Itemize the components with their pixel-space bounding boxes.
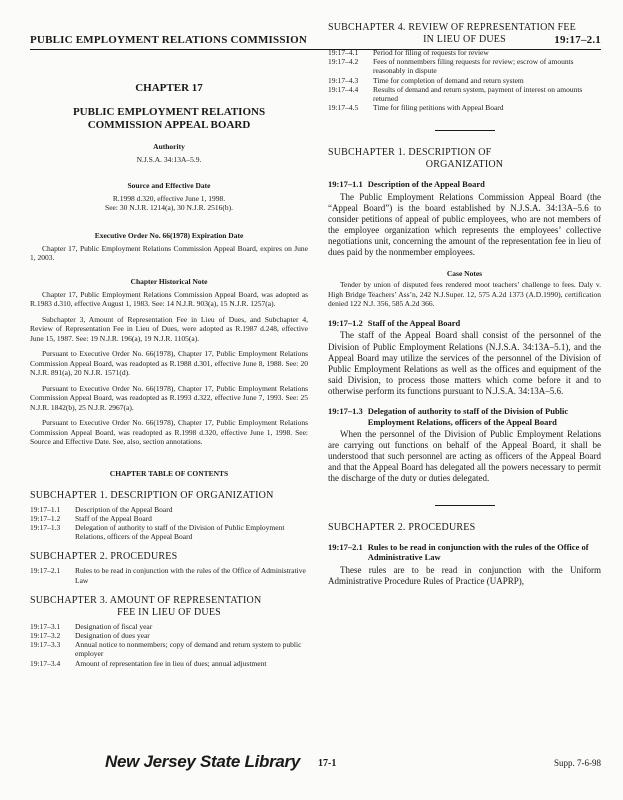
subchapter1-heading-line2: ORGANIZATION	[425, 159, 504, 171]
historical-note-p2: Subchapter 3, Amount of Representation Fee in Lieu of Dues, and Subchapter 4, Review of Representation Fee in Lieu of Dues, were adopted as R.1987 d.248, effective June 15, 1987. See: 19 N.J.R. 196(a), 19 N.J.R. 1105(a).	[30, 314, 308, 343]
chapter-title-line2: COMMISSION APPEAL BOARD	[87, 119, 251, 131]
toc-subchapter2-heading: SUBCHAPTER 2. PROCEDURES	[30, 551, 178, 563]
toc-item-number: 19:17–3.2	[30, 630, 61, 640]
toc-subchapter1-heading: SUBCHAPTER 1. DESCRIPTION OF ORGANIZATION	[30, 489, 274, 501]
toc-item-number: 19:17–3.3	[30, 640, 61, 650]
chapter-number: CHAPTER 17	[135, 82, 203, 94]
section-title: Description of the Appeal Board	[367, 179, 485, 190]
right-column	[328, 22, 601, 587]
toc-subchapter3-list	[30, 622, 308, 668]
section-1-1-text: The Public Employment Relations Commission Appeal Board (the “Appeal Board”) is the board established by N.J.S.A. 34:13A–5.6 to consider petitions of appeal of public employees, who are not members of the employee organization which represents the employees’ collective negotiations unit, concerning the amount of the representation fee in lieu of dues paid by the nonmember employees.	[328, 191, 601, 258]
toc-subchapter4-heading	[328, 22, 601, 46]
historical-note-p1: Chapter 17, Public Employment Relations Commission Appeal Board, was adopted as R.1983 d.310, effective August 1, 1983. See: 14 N.J.R. 903(a), 15 N.J.R. 1257(a).	[30, 289, 308, 308]
toc-item-text: Staff of the Appeal Board	[75, 513, 152, 523]
toc-item	[30, 505, 308, 514]
section-number: 19:17–2.1	[328, 541, 363, 552]
section-2-1-heading	[328, 542, 601, 563]
authority-text: N.J.S.A. 34:13A–5.9.	[136, 155, 202, 164]
toc-item-text: Time for filing petitions with Appeal Board	[373, 103, 504, 113]
toc-item	[30, 631, 308, 640]
toc-item	[30, 659, 308, 668]
supplement-date: Supp. 7-6-98	[554, 758, 601, 768]
section-divider	[435, 130, 495, 131]
toc-item-text: Results of demand and return system, payment of interest on amounts returned	[373, 84, 583, 104]
toc-item	[30, 640, 308, 658]
toc-item	[328, 76, 601, 85]
chapter-title-line1: PUBLIC EMPLOYMENT RELATIONS	[72, 106, 266, 118]
toc-item	[328, 85, 601, 103]
section-divider	[435, 505, 495, 506]
subchapter1-heading-line1: SUBCHAPTER 1. DESCRIPTION OF	[328, 147, 492, 159]
header-section-number: 19:17–2.1	[554, 34, 601, 46]
toc-item-text: Fees of nonmembers filing requests for review; escrow of amounts reasonably in dispute	[373, 57, 574, 76]
section-title: Staff of the Appeal Board	[367, 317, 461, 328]
toc-item-number: 19:17–1.3	[30, 522, 61, 532]
section-title: Rules to be read in conjunction with the rules of the Office of Administrative Law	[367, 541, 589, 563]
toc-item-text: Amount of representation fee in lieu of dues; annual adjustment	[75, 658, 267, 668]
subchapter2-heading: SUBCHAPTER 2. PROCEDURES	[328, 521, 476, 533]
toc-subchapter2-list	[30, 566, 308, 584]
historical-note-p5: Pursuant to Executive Order No. 66(1978), Chapter 17, Public Employment Relations Commission Appeal Board, was readopted as R.1998 d.320, effective June 1, 1998. See: Source and Effective Date. See, also, section annotations.	[30, 418, 308, 446]
left-column	[30, 60, 308, 668]
toc-item-text: Annual notice to nonmembers; copy of demand and return system to public employer	[75, 640, 302, 659]
section-number: 19:17–1.2	[328, 317, 363, 328]
toc-item	[328, 48, 601, 57]
source-line2: See: 30 N.J.R. 1214(a), 30 N.J.R. 2516(b).	[105, 203, 233, 212]
historical-note-p3: Pursuant to Executive Order No. 66(1978), Chapter 17, Public Employment Relations Commission Appeal Board, was readopted as R.1988 d.301, effective June 8, 1988. See: 20 N.J.R. 891(a), 20 N.J.R. 1571(d).	[30, 349, 308, 377]
section-1-2-text: The staff of the Appeal Board shall consist of the personnel of the Division of Public Employment Relations (N.J.S.A. 34:13A–5.1), and the Appeal Board may utilize the services of the personnel of the Division of Public Employment Relations as well as the offices and equipment of the said Division, to process those matters which come before it and to otherwise perform its functions pursuant to N.J.S.A. 34:13A–5.6.	[328, 330, 601, 396]
toc-item	[30, 566, 308, 584]
toc-heading: CHAPTER TABLE OF CONTENTS	[109, 468, 229, 478]
toc-item-number: 19:17–1.2	[30, 513, 61, 523]
executive-order-heading: Executive Order No. 66(1978) Expiration Date	[94, 230, 244, 240]
toc-item-number: 19:17–4.4	[328, 84, 359, 94]
toc-item-number: 19:17–4.2	[328, 57, 359, 67]
chapter-title	[30, 106, 308, 132]
toc-subchapter3-heading	[30, 595, 308, 619]
section-title: Delegation of authority to staff of the Division of Public Employment Relations, officers of the Appeal Board	[367, 406, 569, 427]
toc-item-text: Designation of dues year	[75, 630, 150, 640]
toc-subchapter4-list	[328, 48, 601, 112]
page-footer	[30, 752, 601, 782]
toc-subchapter1-list	[30, 505, 308, 542]
toc-item-number: 19:17–1.1	[30, 504, 61, 514]
section-2-1-text: These rules are to be read in conjunction with the Uniform Administrative Procedure Rules of Practice (UAPRP),	[328, 564, 601, 586]
toc-item-number: 19:17–4.3	[328, 75, 359, 85]
toc-item	[30, 523, 308, 541]
toc-subchapter4-heading-line1: SUBCHAPTER 4. REVIEW OF REPRESENTATION FEE	[328, 22, 576, 33]
library-stamp: New Jersey State Library	[105, 752, 301, 771]
toc-item-number: 19:17–3.1	[30, 621, 61, 631]
section-1-1-heading	[328, 179, 601, 190]
section-number: 19:17–1.3	[328, 406, 363, 417]
toc-item	[30, 622, 308, 631]
case-notes-heading: Case Notes	[446, 269, 483, 279]
section-1-3-text: When the personnel of the Division of Public Employment Relations are carrying out functions on behalf of the Appeal Board, it shall be understood that such personnel are acting as officers of the Appeal Board and that the Appeal Board has delegated all the powers necessary to permit the discharge of the duty or duties delegated.	[328, 429, 601, 484]
source-heading: Source and Effective Date	[127, 180, 211, 190]
header-title: PUBLIC EMPLOYMENT RELATIONS COMMISSION	[30, 34, 308, 46]
toc-item	[30, 514, 308, 523]
executive-order-text: Chapter 17, Public Employment Relations Commission Appeal Board, expires on June 1, 2003.	[30, 243, 308, 262]
section-number: 19:17–1.1	[328, 179, 363, 190]
case-notes-text: Tender by union of disputed fees rendered moot teachers’ challenge to fees. Daly v. High Bridge Teachers’ Ass’n, 242 N.J.Super. 12, 575 A.2d 1373 (A.D.1990), certification denied 122 N.J. 356, 585 A.2d 366.	[328, 280, 601, 309]
page-number: 17-1	[318, 758, 337, 769]
section-1-2-heading	[328, 318, 601, 329]
historical-note-heading: Chapter Historical Note	[130, 276, 208, 286]
historical-note-p4: Pursuant to Executive Order No. 66(1978), Chapter 17, Public Employment Relations Commission Appeal Board, was readopted as R.1993 d.322, effective June 7, 1993. See: 25 N.J.R. 1842(b), 25 N.J.R. 2967(a).	[30, 383, 308, 412]
toc-item	[328, 103, 601, 112]
toc-subchapter3-heading-line1: SUBCHAPTER 3. AMOUNT OF REPRESENTATION	[30, 594, 262, 606]
authority-heading: Authority	[153, 142, 185, 151]
source-line1: R.1998 d.320, effective June 1, 1998.	[112, 193, 226, 203]
toc-item-text: Delegation of authority to staff of the Division of Public Employment Relations, officers of the Appeal Board	[75, 522, 285, 542]
toc-item-text: Period for filing of requests for review	[373, 48, 489, 57]
toc-subchapter4-heading-line2: IN LIEU OF DUES	[423, 34, 506, 45]
toc-item-number: 19:17–3.4	[30, 658, 61, 668]
toc-item-text: Description of the Appeal Board	[75, 504, 173, 514]
section-1-3-heading	[328, 406, 601, 427]
toc-item	[328, 57, 601, 75]
toc-item-text: Rules to be read in conjunction with the rules of the Office of Administrative Law	[75, 566, 306, 585]
subchapter1-heading	[328, 147, 601, 171]
toc-subchapter3-heading-line2: FEE IN LIEU OF DUES	[117, 606, 221, 618]
toc-item-text: Time for completion of demand and return system	[373, 75, 524, 85]
toc-item-number: 19:17–4.1	[328, 48, 359, 57]
toc-item-number: 19:17–2.1	[30, 566, 61, 576]
toc-item-text: Designation of fiscal year	[75, 621, 153, 631]
toc-item-number: 19:17–4.5	[328, 103, 359, 113]
